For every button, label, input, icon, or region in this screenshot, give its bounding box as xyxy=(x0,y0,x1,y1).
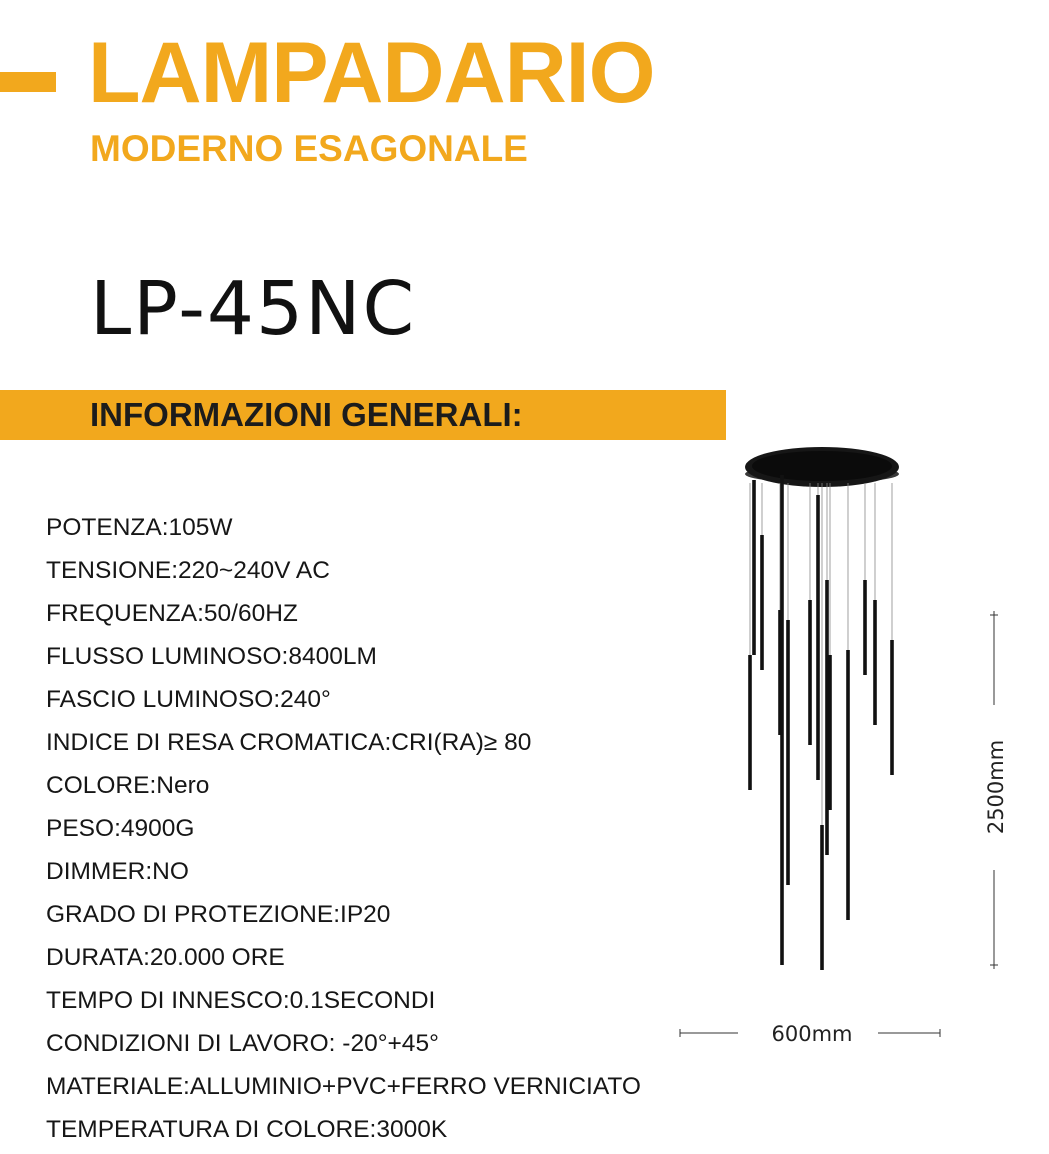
spec-item: COLORE:Nero xyxy=(46,772,210,799)
spec-item: GRADO DI PROTEZIONE:IP20 xyxy=(46,901,391,928)
spec-list xyxy=(46,506,641,1151)
spec-item: FLUSSO LUMINOSO:8400LM xyxy=(46,643,377,670)
spec-item: CONDIZIONI DI LAVORO: -20°+45° xyxy=(46,1030,439,1057)
pendant-rod xyxy=(786,620,790,885)
spec-item: DIMMER:NO xyxy=(46,858,189,885)
pendant-rod xyxy=(808,600,812,745)
spec-item: TENSIONE:220~240V AC xyxy=(46,557,330,584)
pendant-rods xyxy=(748,475,894,970)
accent-bar xyxy=(0,72,56,92)
spec-item: FREQUENZA:50/60HZ xyxy=(46,600,298,627)
pendant-rod xyxy=(816,495,820,780)
ceiling-canopy xyxy=(745,447,899,487)
spec-item: INDICE DI RESA CROMATICA:CRI(RA)≥ 80 xyxy=(46,729,532,756)
height-label: 2500mm xyxy=(984,739,1008,835)
pendant-rod xyxy=(748,655,752,790)
pendant-rod xyxy=(828,655,832,810)
width-label: 600mm xyxy=(771,1022,853,1046)
spec-item: MATERIALE:ALLUMINIO+PVC+FERRO VERNICIATO xyxy=(46,1073,641,1100)
pendant-rod xyxy=(752,480,756,655)
product-subtitle: MODERNO ESAGONALE xyxy=(90,128,528,169)
pendant-rod xyxy=(820,825,824,970)
spec-item: DURATA:20.000 ORE xyxy=(46,944,285,971)
pendant-rod xyxy=(873,600,877,725)
section-title: INFORMAZIONI GENERALI: xyxy=(90,396,523,433)
pendant-rod xyxy=(760,535,764,670)
spec-item: FASCIO LUMINOSO:240° xyxy=(46,686,331,713)
chandelier-drawing xyxy=(670,445,1049,1065)
pendant-rod xyxy=(846,650,850,920)
spec-item: PESO:4900G xyxy=(46,815,195,842)
pendant-rod xyxy=(863,580,867,675)
model-code: LP-45NC xyxy=(90,266,417,352)
spec-item: POTENZA:105W xyxy=(46,514,233,541)
product-title: LAMPADARIO xyxy=(88,25,655,121)
pendant-rod xyxy=(890,640,894,775)
spec-item: TEMPO DI INNESCO:0.1SECONDI xyxy=(46,987,436,1014)
pendant-rod xyxy=(780,475,784,965)
spec-item: TEMPERATURA DI COLORE:3000K xyxy=(46,1116,448,1143)
